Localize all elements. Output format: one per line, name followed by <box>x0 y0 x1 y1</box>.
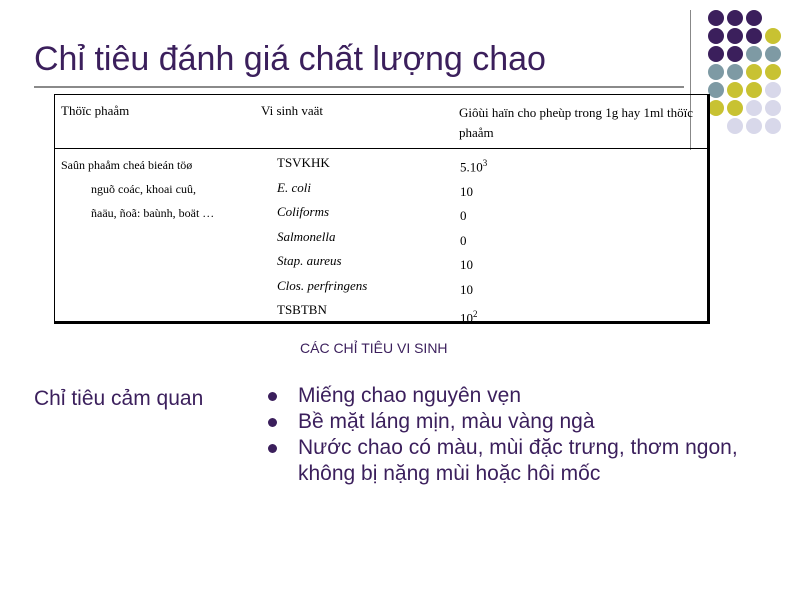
slide-title: Chỉ tiêu đánh giá chất lượng chao <box>34 40 546 78</box>
bullet-text: Bề mặt láng mịn, màu vàng ngà <box>298 410 595 433</box>
header-limit: Giôùi haïn cho pheùp trong 1g hay 1ml thöïc phaåm <box>459 105 693 140</box>
bullet-text: Miếng chao nguyên vẹn <box>298 384 521 407</box>
decor-dot <box>708 64 724 80</box>
decor-dot <box>765 118 781 134</box>
decor-dot <box>727 64 743 80</box>
microbe-item: TSBTBN <box>277 302 327 317</box>
limit-item: 0 <box>460 208 467 224</box>
bullet-dot-icon <box>268 392 277 401</box>
limit-item: 0 <box>460 232 467 248</box>
decor-dot <box>708 10 724 26</box>
limit-item: 10 <box>460 257 473 273</box>
microbe-list <box>277 151 367 323</box>
decor-dot <box>746 46 762 62</box>
decor-dot <box>727 118 743 134</box>
microbiology-table <box>54 94 710 324</box>
bullet-dot-icon <box>268 444 277 453</box>
decor-dot <box>708 28 724 44</box>
bullet-text: Nước chao có màu, mùi đặc trưng, thơm ngon, không bị nặng mùi hoặc hôi mốc <box>298 436 738 485</box>
product-cell <box>61 153 247 225</box>
limit-item <box>460 302 487 331</box>
sensory-title: Chỉ tiêu cảm quan <box>34 387 204 410</box>
decor-dot <box>727 10 743 26</box>
header-divider <box>55 148 707 149</box>
microbe-item: TSVKHK <box>277 155 330 170</box>
decor-dot <box>727 28 743 44</box>
limit-value: 10 <box>460 310 473 326</box>
decor-dot <box>727 82 743 98</box>
decor-dot <box>746 118 762 134</box>
limit-item: 10 <box>460 281 473 297</box>
decor-dot <box>746 64 762 80</box>
decor-dot <box>708 100 724 116</box>
decor-dot <box>708 46 724 62</box>
decor-dot <box>765 46 781 62</box>
decor-dot <box>746 28 762 44</box>
microbe-item: Clos. perfringens <box>277 277 368 293</box>
limit-value: 5.10 <box>460 159 483 175</box>
microbe-item: Salmonella <box>277 228 336 244</box>
decor-dot <box>765 64 781 80</box>
bullet-item <box>268 409 748 435</box>
microbe-item: E. coli <box>277 179 311 195</box>
decor-dot <box>765 100 781 116</box>
limit-list <box>460 151 487 331</box>
decor-dot <box>765 82 781 98</box>
decor-dot <box>765 28 781 44</box>
product-line: Saûn phaåm cheá bieán töø <box>61 158 193 172</box>
decor-dot <box>727 100 743 116</box>
bullet-dot-icon <box>268 418 277 427</box>
header-microbe: Vi sinh vaät <box>261 103 324 118</box>
product-line: ñaäu, ñoã: baùnh, boät … <box>91 206 215 220</box>
table-caption: CÁC CHỈ TIÊU VI SINH <box>300 340 448 356</box>
limit-exponent: 2 <box>473 309 478 320</box>
microbe-item: Stap. aureus <box>277 253 342 268</box>
decor-dot <box>746 100 762 116</box>
header-food: Thöïc phaåm <box>61 103 130 118</box>
product-line: nguõ coác, khoai cuû, <box>91 182 196 196</box>
limit-item: 10 <box>460 183 473 199</box>
limit-exponent: 3 <box>482 158 488 168</box>
decor-dot <box>746 82 762 98</box>
decor-dot <box>746 10 762 26</box>
limit-item <box>460 151 487 180</box>
decor-dot <box>727 46 743 62</box>
title-underline <box>34 86 684 88</box>
bullet-item <box>268 383 748 409</box>
sensory-bullet-list <box>268 383 748 487</box>
decor-dot <box>708 82 724 98</box>
bullet-item <box>268 435 748 487</box>
microbe-item: Coliforms <box>277 204 330 219</box>
